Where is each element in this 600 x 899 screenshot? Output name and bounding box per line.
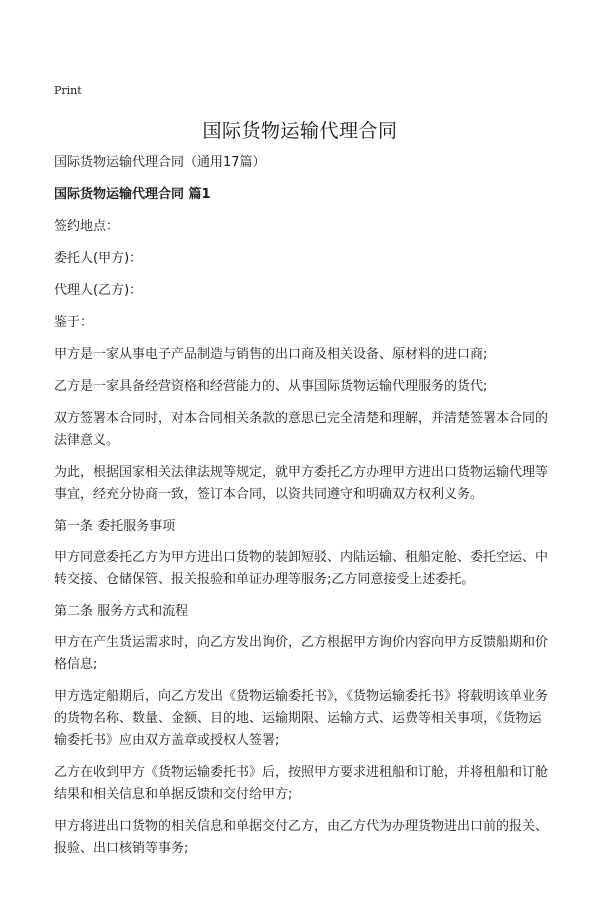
principal-field: 委托人(甲方)： [54, 251, 143, 266]
paragraph-purpose: 为此，根据国家相关法律法规等规定，就甲方委托乙方办理甲方进出口货物运输代理等事宜，经充分协商一致，签订本合同，以资共同遵守和明确双方权利义务。 [54, 465, 549, 502]
section-heading: 国际货物运输代理合同 篇1 [54, 187, 211, 202]
article-1-heading: 第一条 委托服务事项 [54, 519, 176, 534]
signing-place-field: 签约地点： [54, 219, 120, 234]
agent-field: 代理人(乙方)： [54, 283, 143, 298]
paragraph-subtitle: 国际货物运输代理合同（通用17篇） [54, 155, 266, 170]
paragraph-understanding: 双方签署本合同时，对本合同相关条款的意思已完全清楚和理解，并清楚签署本合同的法律意义。 [54, 411, 549, 448]
paragraph-party-b: 乙方是一家具备经营资格和经营能力的、从事国际货物运输代理服务的货代; [54, 379, 488, 394]
article-2-heading: 第二条 服务方式和流程 [54, 604, 189, 619]
article-2-step-entrust: 甲方选定船期后，向乙方发出《货物运输委托书》，《货物运输委托书》将载明该单业务的货物名称、数量、金额、目的地、运输期限、运输方式、运费等相关事项，《货物运输委托书》应由双方盖章或授权人签署; [54, 689, 549, 748]
article-2-step-booking: 乙方在收到甲方《货物运输委托书》后，按照甲方要求进租船和订舱，并将租船和订舱结果和相关信息和单据反馈和交付给甲方; [54, 765, 549, 802]
document-body [54, 152, 554, 870]
document-title: 国际货物运输代理合同 [202, 120, 398, 142]
paragraph-party-a: 甲方是一家从事电子产品制造与销售的出口商及相关设备、原材料的进口商; [54, 347, 488, 362]
article-2-step-inquiry: 甲方在产生货运需求时，向乙方发出询价，乙方根据甲方询价内容向甲方反馈船期和价格信息; [54, 635, 549, 672]
article-1-content: 甲方同意委托乙方为甲方进出口货物的装卸短驳、内陆运输、租船定舱、委托空运、中转交接、仓储保管、报关报验和单证办理等服务;乙方同意接受上述委托。 [54, 550, 549, 587]
print-label: Print [54, 84, 82, 97]
article-2-step-customs: 甲方将进出口货物的相关信息和单据交付乙方，由乙方代为办理货物进出口前的报关、报验、出口核销等事务; [54, 819, 549, 856]
whereas-label: 鉴于： [54, 315, 94, 330]
